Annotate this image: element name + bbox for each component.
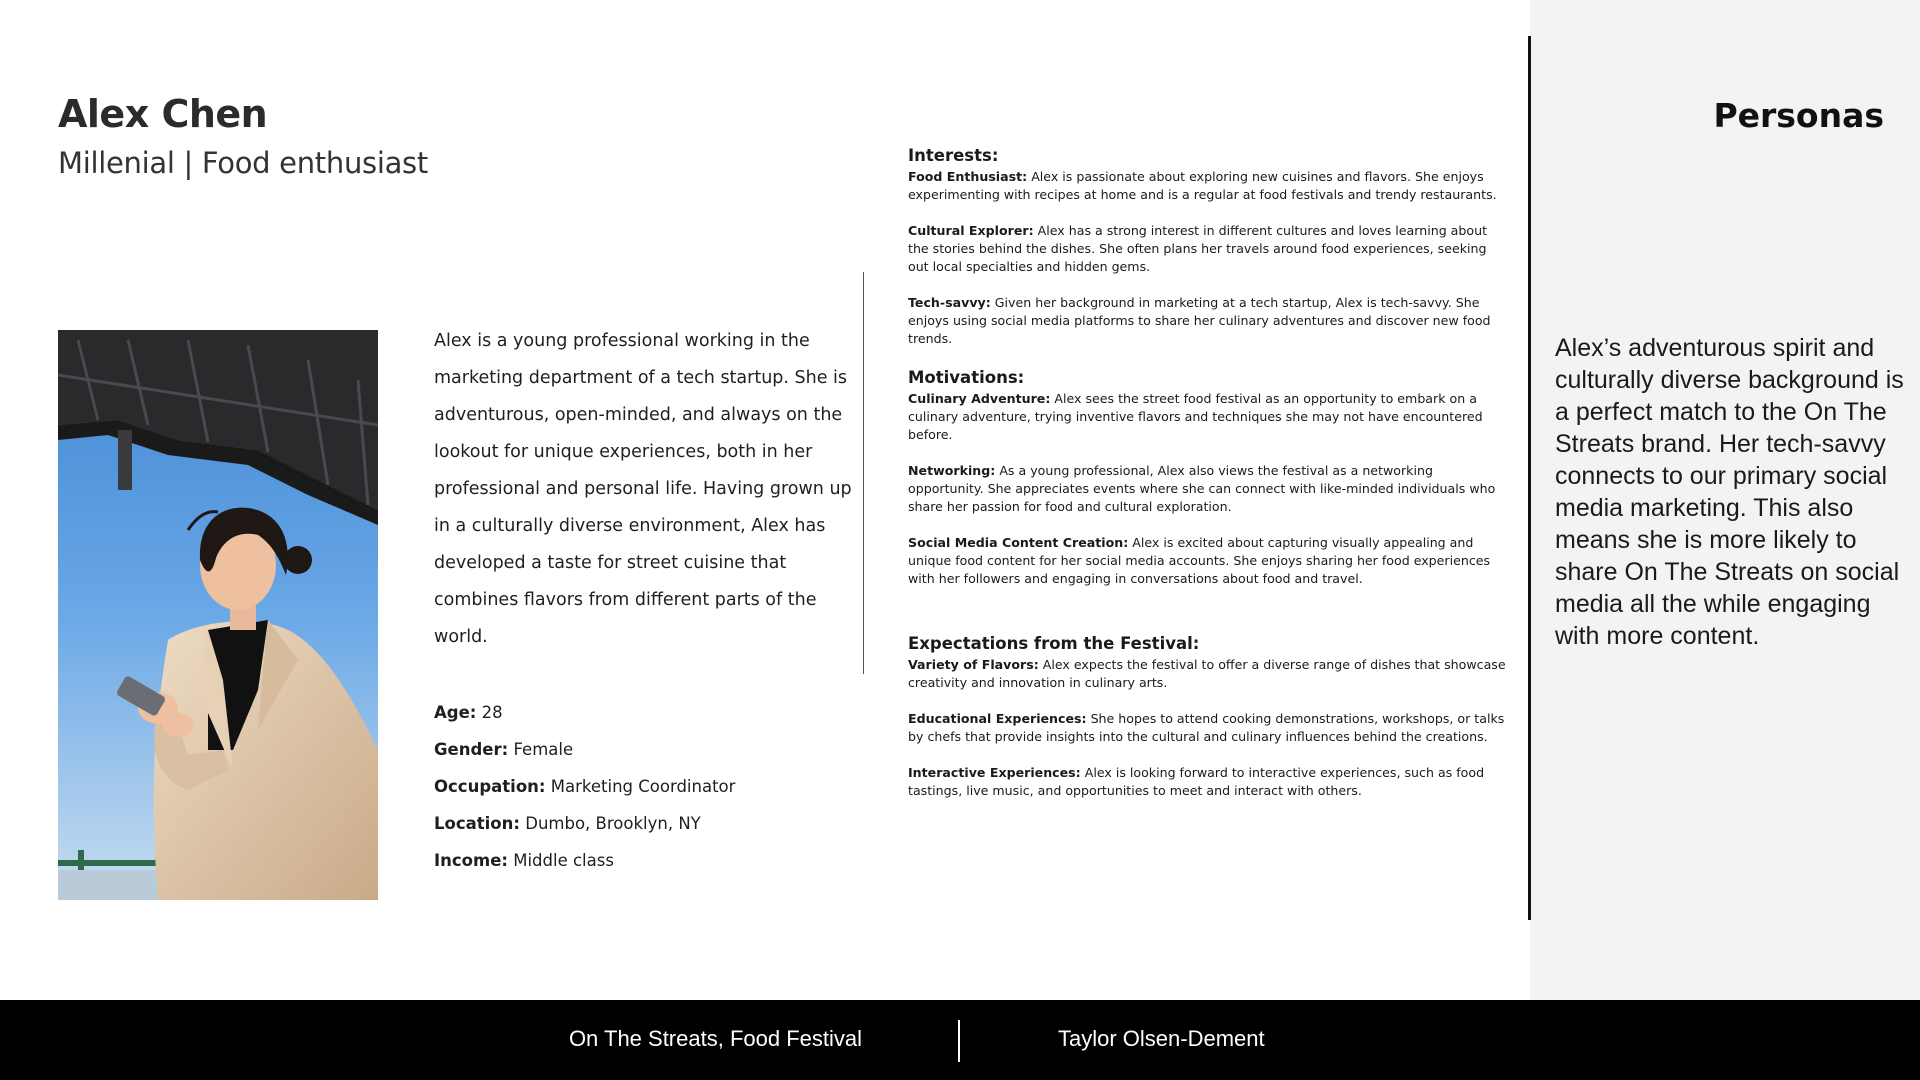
interest-item (908, 294, 1508, 348)
interest-item (908, 222, 1508, 276)
expectation-item-label: Variety of Flavors: (908, 657, 1039, 672)
fact-location-label: Location: (434, 814, 520, 833)
fact-age-label: Age: (434, 703, 477, 722)
expectations-section (908, 632, 1508, 800)
motivation-item (908, 390, 1508, 444)
interest-item-label: Tech-savvy: (908, 295, 991, 310)
panel-text: Alex’s adventurous spirit and culturally diverse background is a perfect match to the On The Streats brand. Her tech-savvy connects to our primary social media marketing. This also means she is more likely to share On The Streats on social media all the while engaging with more content. (1555, 334, 1904, 650)
fact-location-value: Dumbo, Brooklyn, NY (520, 814, 701, 833)
motivation-item-label: Networking: (908, 463, 996, 478)
fact-occupation-label: Occupation: (434, 777, 546, 796)
persona-bio: Alex is a young professional working in the marketing department of a tech startup. She is adventurous, open-minded, and always on the lookout for unique experiences, both in her professional and personal life. Having grown up in a culturally diverse environment, Alex has developed a taste for street cuisine that combines flavors from different parts of the world. (434, 331, 852, 647)
motivation-item-label: Culinary Adventure: (908, 391, 1051, 406)
fact-gender-label: Gender: (434, 740, 509, 759)
fact-income (434, 842, 854, 879)
column-divider (863, 272, 864, 674)
footer-bar (0, 1000, 1920, 1080)
fact-age-value: 28 (476, 703, 503, 722)
fact-gender-value: Female (508, 740, 574, 759)
interest-item-text: Alex has a strong interest in different cultures and loves learning about the stories behind the dishes. She often plans her travels around food experiences, seeking out local specialties and hidden gems. (908, 223, 1488, 274)
panel-title: Personas (1713, 96, 1884, 135)
footer-event-name: On The Streats, Food Festival (568, 1026, 862, 1051)
panel-divider (1528, 36, 1531, 920)
motivation-item-label: Social Media Content Creation: (908, 535, 1129, 550)
persona-name: Alex Chen (58, 92, 268, 136)
expectations-title: Expectations from the Festival: (908, 634, 1200, 653)
fact-occupation-value: Marketing Coordinator (545, 777, 736, 796)
expectation-item (908, 764, 1508, 800)
persona-details (908, 144, 1508, 818)
expectation-item-text: She hopes to attend cooking demonstrations, workshops, or talks by chefs that provide insights into the cultural and culinary influences behind the creations. (908, 711, 1505, 744)
persona-subtitle: Millenial | Food enthusiast (58, 146, 428, 180)
interest-item-label: Food Enthusiast: (908, 169, 1028, 184)
fact-occupation (434, 768, 854, 805)
motivations-title: Motivations: (908, 368, 1025, 387)
interest-item (908, 168, 1508, 204)
motivation-item-text: As a young professional, Alex also views the festival as a networking opportunity. She appreciates events where she can connect with like-minded individuals who share her passion for food and cultural exploration. (908, 463, 1496, 514)
persona-photo (58, 330, 378, 900)
interests-section (908, 144, 1508, 348)
interest-item-text: Given her background in marketing at a tech startup, Alex is tech-savvy. She enjoys using social media platforms to share her culinary adventures and discover new food trends. (908, 295, 1491, 346)
motivation-item-text: Alex is excited about capturing visually appealing and unique food content for her social media accounts. She enjoys sharing her food experiences with her followers and engaging in conversations about food and travel. (908, 535, 1491, 586)
expectation-item-label: Educational Experiences: (908, 711, 1087, 726)
expectation-item-text: Alex expects the festival to offer a diverse range of dishes that showcase creativity and innovation in culinary arts. (908, 657, 1506, 690)
motivation-item-text: Alex sees the street food festival as an opportunity to embark on a culinary adventure, trying inventive flavors and techniques she may not have encountered before. (908, 391, 1483, 442)
expectation-item (908, 710, 1508, 746)
interest-item-label: Cultural Explorer: (908, 223, 1034, 238)
expectation-item (908, 656, 1508, 692)
motivations-section (908, 366, 1508, 588)
expectation-item-text: Alex is looking forward to interactive experiences, such as food tastings, live music, and opportunities to meet and interact with others. (908, 765, 1485, 798)
persona-photo-illustration (58, 330, 378, 900)
motivation-item (908, 462, 1508, 516)
footer-author: Taylor Olsen-Dement (1058, 1026, 1265, 1051)
fact-location (434, 805, 854, 842)
interests-title: Interests: (908, 146, 999, 165)
interest-item-text: Alex is passionate about exploring new cuisines and flavors. She enjoys experimenting with recipes at home and is a regular at food festivals and trendy restaurants. (908, 169, 1497, 202)
expectation-item-label: Interactive Experiences: (908, 765, 1081, 780)
persona-facts (434, 694, 854, 879)
fact-gender (434, 731, 854, 768)
fact-income-label: Income: (434, 851, 508, 870)
fact-income-value: Middle class (507, 851, 614, 870)
fact-age (434, 694, 854, 731)
motivation-item (908, 534, 1508, 588)
footer-divider (958, 1020, 960, 1062)
